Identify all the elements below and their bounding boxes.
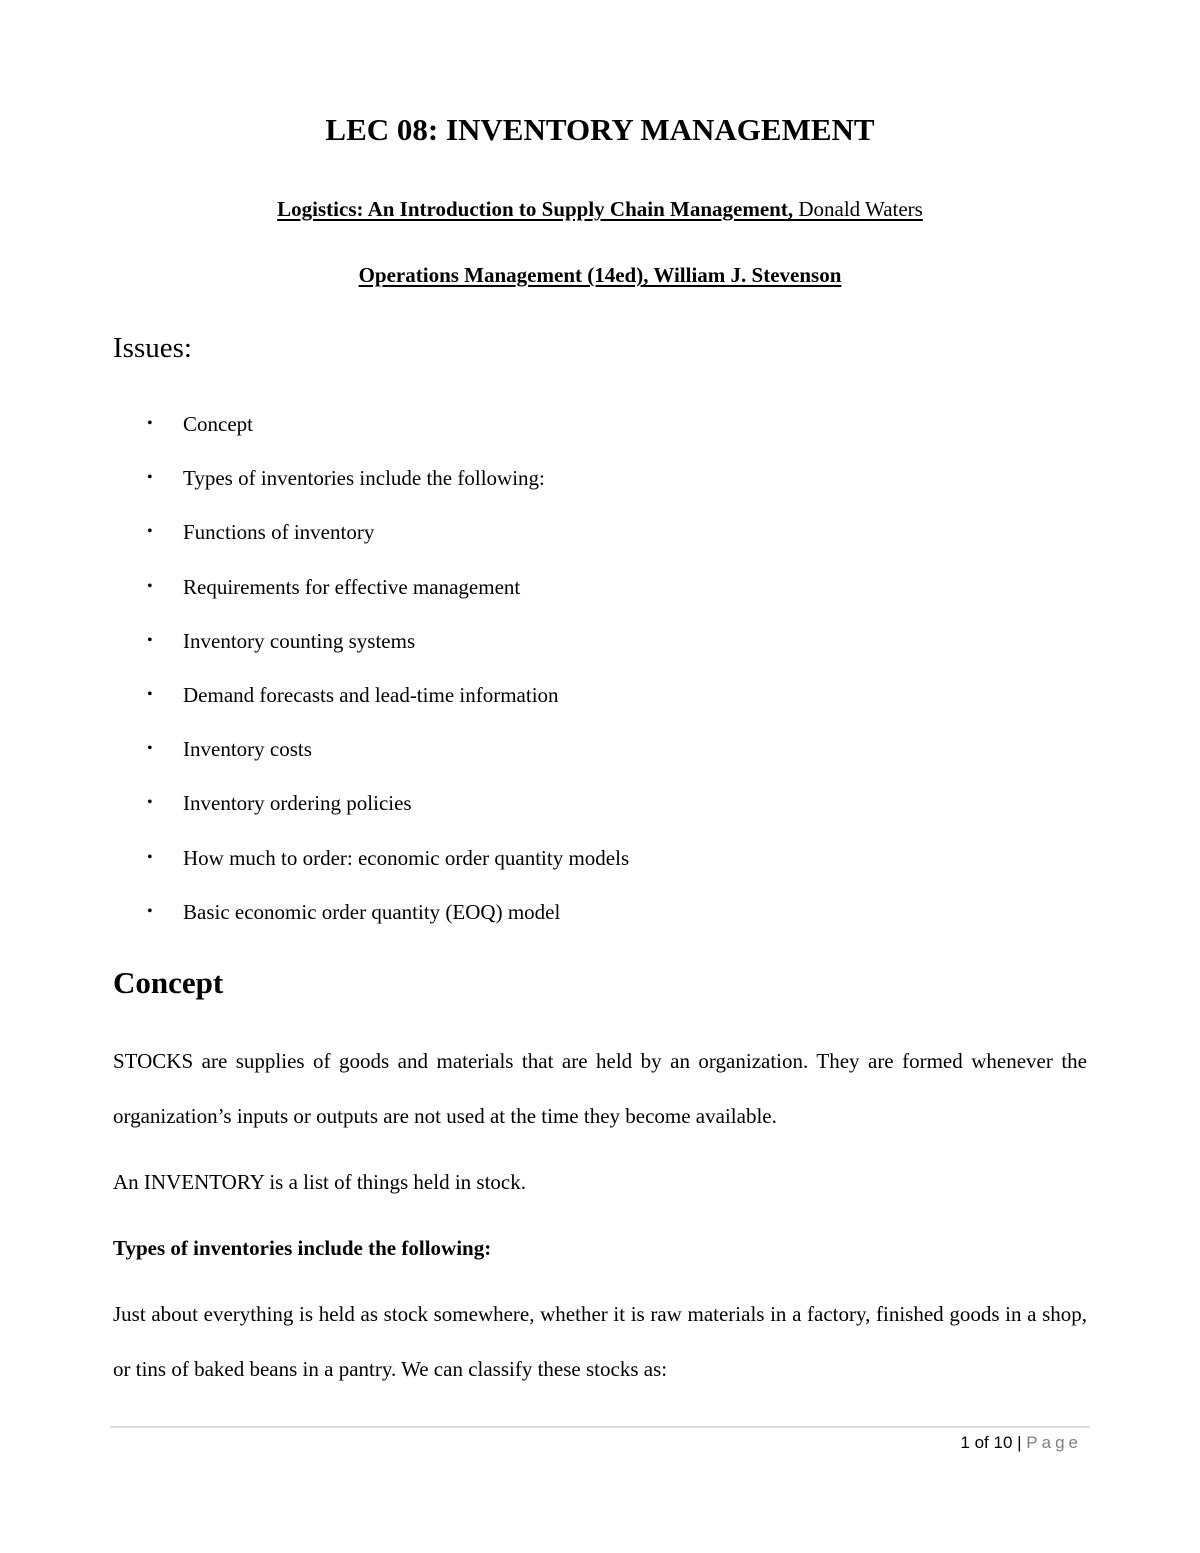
list-item: • Demand forecasts and lead-time information (113, 679, 629, 733)
reference-2-title: Operations Management (14ed), William J. Stevenson (358, 263, 842, 287)
bullet-icon: • (147, 577, 153, 595)
bullet-icon: • (147, 848, 153, 866)
bullet-icon: • (147, 469, 153, 487)
bullet-icon: • (147, 794, 153, 812)
bullet-icon: • (147, 740, 153, 758)
bullet-icon: • (147, 902, 153, 920)
list-item: • Inventory costs (113, 733, 629, 787)
page-footer (960, 1430, 1082, 1456)
bullet-icon: • (147, 685, 153, 703)
issues-heading: Issues: (113, 332, 192, 364)
stocks-paragraph: STOCKS are supplies of goods and materials that are held by an organization. They are formed whenever the organization’s inputs or outputs are not used at the time they become available. (113, 1049, 1087, 1128)
classification-paragraph: Just about everything is held as stock somewhere, whether it is raw materials in a factory, finished goods in a shop, or tins of baked beans in a pantry. We can classify these stocks as: (113, 1302, 1087, 1381)
document-title: LEC 08: INVENTORY MANAGEMENT (325, 112, 875, 147)
reference-1-author: Donald Waters (793, 197, 923, 221)
reference-1-title: Logistics: An Introduction to Supply Chain Management, (277, 197, 794, 221)
list-item: • Requirements for effective management (113, 571, 629, 625)
list-item: • Inventory ordering policies (113, 787, 629, 841)
reference-1 (0, 194, 1200, 224)
page-number: 1 of 10 (960, 1433, 1013, 1452)
inventory-paragraph: An INVENTORY is a list of things held in stock. (113, 1170, 526, 1194)
bullet-icon: • (147, 523, 153, 541)
bullet-icon: • (147, 631, 153, 649)
list-item: • Types of inventories include the following: (113, 462, 629, 516)
bullet-icon: • (147, 415, 153, 432)
types-subheading: Types of inventories include the following: (113, 1236, 492, 1260)
list-item: • Concept (113, 408, 629, 462)
footer-divider (110, 1426, 1090, 1428)
list-item: • Inventory counting systems (113, 625, 629, 679)
issues-list (113, 408, 629, 950)
concept-heading: Concept (113, 965, 224, 1000)
list-item: • Functions of inventory (113, 516, 629, 570)
footer-separator: | (1012, 1433, 1027, 1452)
page-label: Page (1026, 1433, 1082, 1452)
list-item: • Basic economic order quantity (EOQ) model (113, 896, 629, 950)
list-item: • How much to order: economic order quantity models (113, 842, 629, 896)
reference-2 (0, 260, 1200, 290)
